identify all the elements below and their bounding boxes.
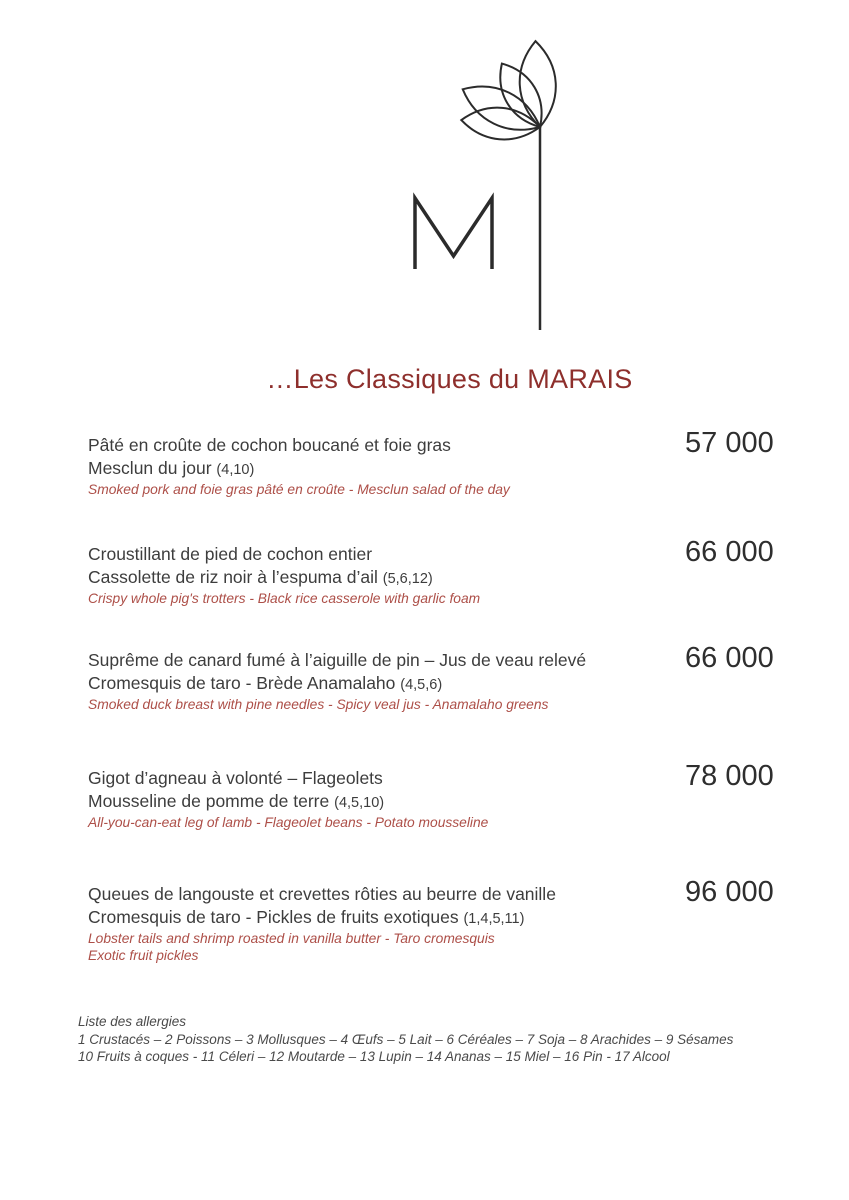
item-price: 96 000 [685,876,774,908]
item-name: Suprême de canard fumé à l’aiguille de pin – Jus de veau relevé [88,650,587,670]
item-price: 57 000 [685,427,774,459]
menu-item [88,642,849,714]
allergy-list-line: 10 Fruits à coques - 11 Céleri – 12 Moutarde – 13 Lupin – 14 Ananas – 15 Miel – 16 Pin - 17 Alcool [78,1049,670,1064]
menu-item [88,759,849,832]
item-side: Cromesquis de taro - Brède Anamalaho [88,673,396,693]
logo-letter-m [415,198,492,269]
item-side: Cassolette de riz noir à l’espuma d’ail [88,566,378,587]
menu-section-title: …Les Classiques du MARAIS [266,364,633,394]
item-translation: Crispy whole pig's trotters - Black rice casserole with garlic foam [88,590,481,606]
menu-item [88,427,849,499]
allergy-list [78,1013,733,1066]
item-translation: Smoked duck breast with pine needles - Spicy veal jus - Anamalaho greens [88,697,549,712]
item-translation: Lobster tails and shrimp roasted in vanilla butter - Taro cromesquis [88,931,495,946]
item-price: 66 000 [685,642,774,674]
item-name: Pâté en croûte de cochon boucané et foie gras [88,435,451,455]
item-side: Mesclun du jour [88,458,212,478]
item-side-line [88,790,849,815]
item-side-line [88,457,849,482]
allergy-list-line: 1 Crustacés – 2 Poissons – 3 Mollusques – 4 Œufs – 5 Lait – 6 Céréales – 7 Soja – 8 Arachides – 9 Sésames [78,1031,734,1047]
menu-items [88,427,849,964]
item-name: Queues de langouste et crevettes rôties au beurre de vanille [88,884,556,904]
item-allergen-numbers: (4,5,10) [334,794,385,811]
item-allergen-numbers: (5,6,12) [382,570,433,587]
menu-item [88,535,849,608]
item-translation-line2: Exotic fruit pickles [88,947,199,963]
menu-item [88,876,849,964]
item-price: 78 000 [685,759,774,792]
item-translation: All-you-can-eat leg of lamb - Flageolet beans - Potato mousseline [88,814,489,830]
item-allergen-numbers: (4,10) [216,462,255,478]
item-side: Cromesquis de taro - Pickles de fruits exotiques [88,907,459,927]
item-side-line [88,906,849,931]
item-allergen-numbers: (1,4,5,11) [463,911,525,927]
item-translation: Smoked pork and foie gras pâté en croûte - Mesclun salad of the day [88,482,510,497]
allergy-list-title: Liste des allergies [78,1014,187,1029]
item-side-line [88,672,849,697]
item-price: 66 000 [685,535,774,568]
item-allergen-numbers: (4,5,6) [400,677,443,693]
item-name: Gigot d’agneau à volonté – Flageolets [88,767,383,788]
restaurant-logo [400,30,590,340]
item-side: Mousseline de pomme de terre [88,790,330,811]
item-side-line [88,566,849,591]
lotus-flower-icon [400,30,590,340]
item-name: Croustillant de pied de cochon entier [88,543,373,564]
